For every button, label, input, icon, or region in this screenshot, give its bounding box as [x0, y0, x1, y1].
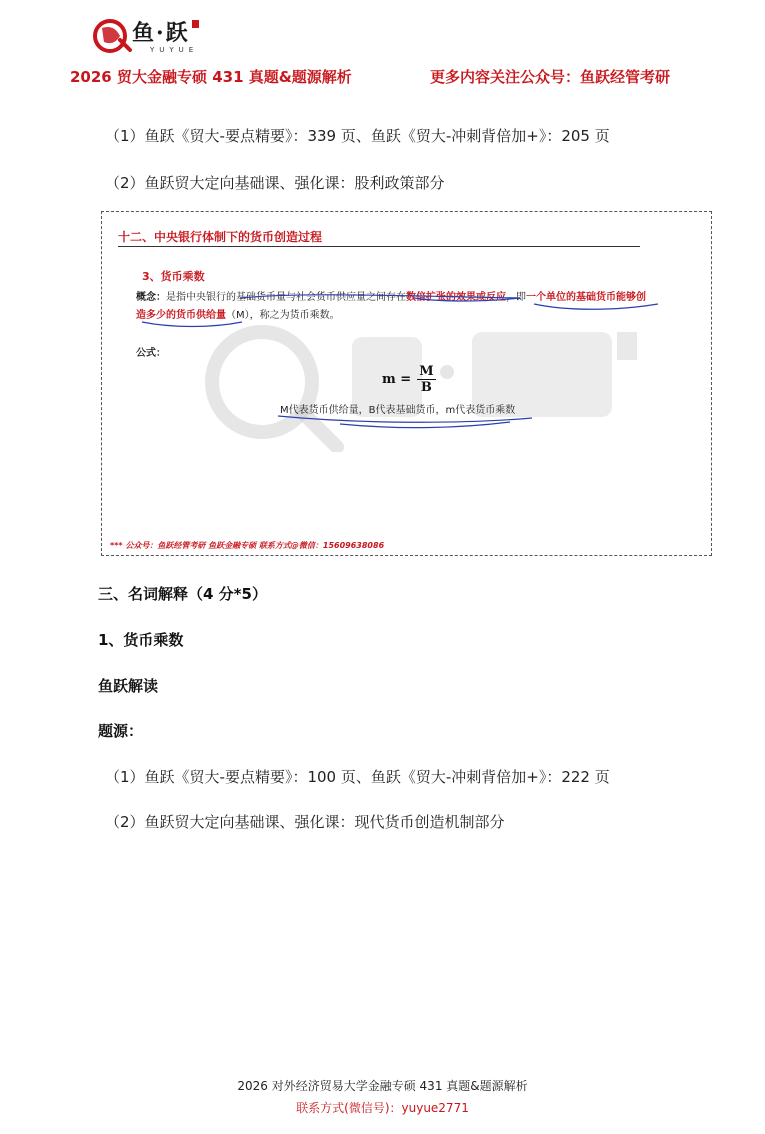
source-line-3: （1）鱼跃《贸大-要点精要》：100 页、鱼跃《贸大-冲刺背倍加+》：222 页 — [105, 768, 610, 786]
concept-highlight-3: 造多少的货币供给量 — [136, 310, 226, 321]
formula-note: M代表货币供给量，B代表基础货币，m代表货币乘数 — [280, 405, 516, 416]
page-footer-title: 2026 对外经济贸易大学金融专硕 431 真题&题源解析 — [237, 1079, 528, 1093]
reading-heading: 鱼跃解读 — [98, 677, 159, 695]
excerpt-subtitle: 3、货币乘数 — [142, 270, 205, 283]
textbook-excerpt — [101, 211, 712, 556]
formula-numerator: M — [419, 364, 434, 379]
formula-denominator: B — [420, 380, 432, 395]
header-title: 2026 贸大金融专硕 431 真题&题源解析 — [70, 68, 352, 86]
logo-name: 鱼·跃 — [132, 20, 190, 46]
excerpt-chapter-title: 十二、中央银行体制下的货币创造过程 — [118, 230, 323, 244]
concept-highlight-1: 数倍扩张的效果或反应 — [406, 292, 506, 303]
source-line-4: （2）鱼跃贸大定向基础课、强化课：现代货币创造机制部分 — [105, 813, 505, 831]
concept-label: 概念： — [136, 292, 166, 303]
concept-text-3: （M），称之为货币乘数。 — [226, 310, 340, 321]
formula-lhs: m = — [382, 372, 412, 387]
excerpt-footer: *** 公众号：鱼跃经管考研 鱼跃金融专硕 联系方式@微信：15609638086 — [110, 541, 385, 550]
source-line-2: （2）鱼跃贸大定向基础课、强化课：股利政策部分 — [105, 174, 445, 192]
page-footer-contact: 联系方式(微信号)：yuyue2771 — [296, 1101, 469, 1115]
concept-text-2: ，即 — [506, 292, 526, 303]
source-line-1: （1）鱼跃《贸大-要点精要》：339 页、鱼跃《贸大-冲刺背倍加+》：205 页 — [105, 127, 610, 145]
source-heading: 题源： — [98, 722, 144, 740]
question-title: 1、货币乘数 — [98, 631, 184, 649]
concept-text-1: 是指中央银行的基础货币量与社会货币供应量之间存在 — [166, 292, 406, 303]
concept-highlight-2: 一个单位的基础货币能够创 — [526, 292, 646, 303]
handwritten-underline-icon — [102, 212, 712, 556]
header-follow-note: 更多内容关注公众号：鱼跃经管考研 — [430, 68, 671, 86]
section-heading: 三、名词解释（4 分*5） — [98, 585, 267, 603]
formula-label: 公式： — [136, 348, 166, 359]
logo-subtitle: YUYUE — [150, 46, 199, 54]
